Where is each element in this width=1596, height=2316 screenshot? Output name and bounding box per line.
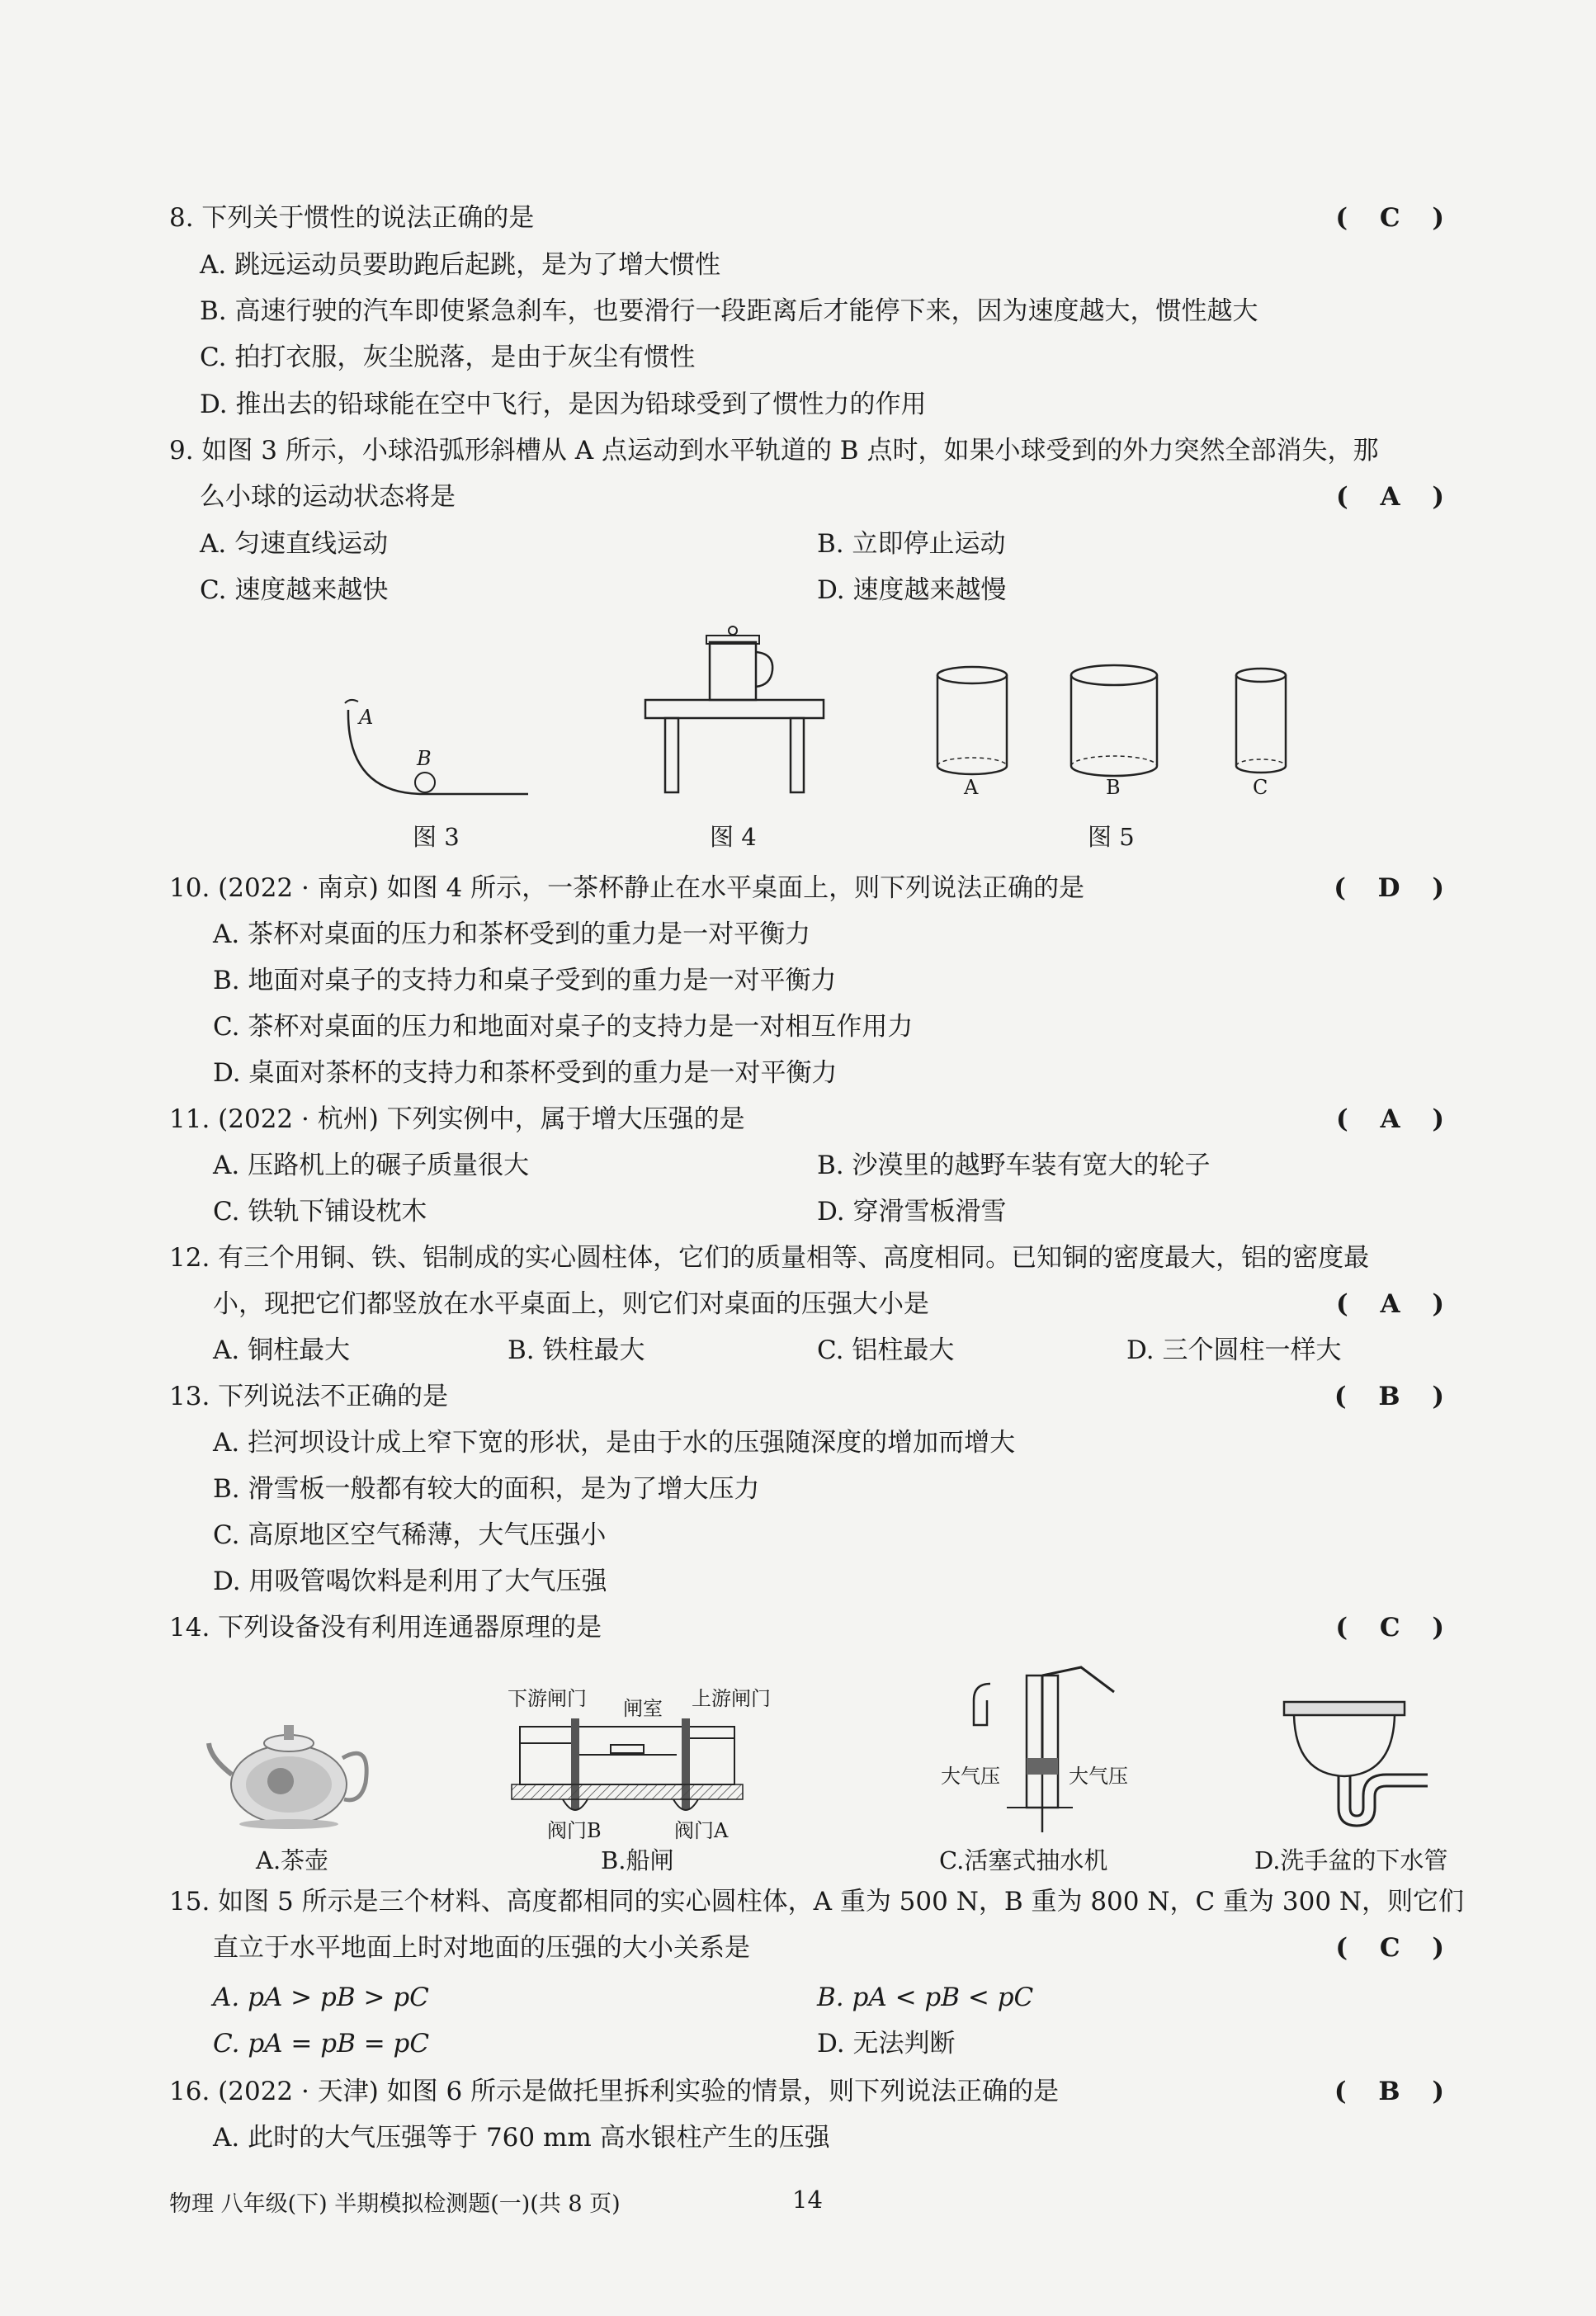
q10-answer: ( D ) xyxy=(1334,873,1456,903)
lock-label-room: 闸室 xyxy=(623,1697,663,1720)
q11-option-d: D. 穿滑雪板滑雪 xyxy=(817,1197,1007,1227)
q10-option-d: D. 桌面对茶杯的支持力和茶杯受到的重力是一对平衡力 xyxy=(213,1058,838,1088)
cylinder-b xyxy=(1071,665,1157,776)
q11-answer: ( A ) xyxy=(1336,1104,1456,1134)
q14-caption-b: B.船闸 xyxy=(601,1846,674,1874)
q9-option-a: A. 匀速直线运动 xyxy=(200,529,389,559)
q12-option-d: D. 三个圆柱一样大 xyxy=(1126,1335,1342,1365)
q14-stem: 14. 下列设备没有利用连通器原理的是 xyxy=(169,1613,602,1642)
q15-option-d: D. 无法判断 xyxy=(817,2029,956,2058)
q11-option-b: B. 沙漠里的越野车装有宽大的轮子 xyxy=(817,1151,1211,1180)
lock-label-upstream: 上游闸门 xyxy=(692,1687,771,1710)
q9-option-c: C. 速度越来越快 xyxy=(200,575,389,605)
cup-handle xyxy=(756,652,772,687)
table-leg-left xyxy=(665,718,678,792)
q8-stem: 8. 下列关于惯性的说法正确的是 xyxy=(169,203,535,233)
tea-infuser xyxy=(267,1768,294,1794)
teapot-spout xyxy=(209,1743,232,1775)
fig5-label-c: C xyxy=(1253,776,1268,799)
cup-knob xyxy=(729,626,737,635)
q13-stem: 13. 下列说法不正确的是 xyxy=(169,1382,449,1411)
q13-option-b: B. 滑雪板一般都有较大的面积，是为了增大压力 xyxy=(213,1474,760,1504)
table-top xyxy=(645,700,824,718)
figure-5-cylinders xyxy=(924,660,1304,784)
q12-stem-line2: 小，现把它们都竖放在水平桌面上，则它们对桌面的压强大小是 xyxy=(213,1289,929,1319)
q16-stem: 16. (2022 · 天津) 如图 6 所示是做托里拆利实验的情景，则下列说法正确的是 xyxy=(169,2077,1060,2106)
q13-option-c: C. 高原地区空气稀薄，大气压强小 xyxy=(213,1520,607,1550)
cylinder-a xyxy=(937,667,1007,774)
q9-answer: ( A ) xyxy=(1336,482,1456,512)
ramp-track xyxy=(348,710,528,794)
q8-answer: ( C ) xyxy=(1335,203,1456,233)
ball-a-arc xyxy=(345,700,358,703)
fig5-label-a: A xyxy=(964,776,979,799)
fig4-caption: 图 4 xyxy=(710,823,757,851)
pump-handle xyxy=(1042,1667,1114,1692)
q12-option-c: C. 铝柱最大 xyxy=(817,1335,955,1365)
fig5-label-b: B xyxy=(1106,776,1121,799)
cup-body xyxy=(710,642,756,700)
pump-label-left: 大气压 xyxy=(941,1765,1000,1788)
pump-piston xyxy=(1027,1758,1058,1775)
footer-text: 物理 八年级(下) 半期模拟检测题(一)(共 8 页) xyxy=(169,2191,621,2217)
q9-stem-line2: 么小球的运动状态将是 xyxy=(200,482,456,512)
q16-option-a: A. 此时的大气压强等于 760 mm 高水银柱产生的压强 xyxy=(213,2123,830,2153)
fig3-label-a: A xyxy=(359,706,374,729)
table-leg-right xyxy=(791,718,804,792)
q11-option-a: A. 压路机上的碾子质量很大 xyxy=(213,1151,530,1180)
q15-option-b: B. pA < pB < pC xyxy=(817,1983,1034,2012)
q10-option-a: A. 茶杯对桌面的压力和茶杯受到的重力是一对平衡力 xyxy=(213,919,811,949)
q14-caption-d: D.洗手盆的下水管 xyxy=(1254,1846,1448,1874)
q13-option-a: A. 拦河坝设计成上窄下宽的形状，是由于水的压强随深度的增加而增大 xyxy=(213,1428,1016,1458)
q12-stem-line1: 12. 有三个用铜、铁、铝制成的实心圆柱体，它们的质量相等、高度相同。已知铜的密度最大，铝的密度最 xyxy=(169,1243,1370,1273)
fig5-caption: 图 5 xyxy=(1088,823,1135,851)
q9-option-d: D. 速度越来越慢 xyxy=(817,575,1007,605)
lock-label-valve-b: 阀门B xyxy=(547,1819,602,1842)
fig3-label-b: B xyxy=(417,747,432,770)
q8-option-c: C. 拍打衣服，灰尘脱落，是由于灰尘有惯性 xyxy=(200,343,696,372)
q8-option-b: B. 高速行驶的汽车即使紧急刹车，也要滑行一段距离后才能停下来，因为速度越大，惯性越大 xyxy=(200,296,1258,326)
q11-option-c: C. 铁轨下铺设枕木 xyxy=(213,1197,427,1227)
q10-stem: 10. (2022 · 南京) 如图 4 所示，一茶杯静止在水平桌面上，则下列说法正确的是 xyxy=(169,873,1085,903)
teapot-image xyxy=(202,1692,375,1836)
q15-option-c: C. pA = pB = pC xyxy=(213,2029,430,2058)
sink-basin xyxy=(1294,1715,1395,1776)
q10-option-b: B. 地面对桌子的支持力和桌子受到的重力是一对平衡力 xyxy=(213,966,837,995)
lock-label-downstream: 下游闸门 xyxy=(508,1687,587,1710)
q12-answer: ( A ) xyxy=(1336,1289,1456,1319)
q12-option-b: B. 铁柱最大 xyxy=(508,1335,645,1365)
lock-label-valve-a: 阀门A xyxy=(674,1819,729,1842)
q11-stem: 11. (2022 · 杭州) 下列实例中，属于增大压强的是 xyxy=(169,1104,745,1134)
ball-b xyxy=(415,773,435,792)
q15-option-a: A. pA > pB > pC xyxy=(213,1983,429,2012)
fig3-caption: 图 3 xyxy=(413,823,460,851)
q15-stem-line2: 直立于水平地面上时对地面的压强的大小关系是 xyxy=(213,1933,750,1963)
ship xyxy=(611,1745,644,1753)
page-number: 14 xyxy=(792,2186,823,2214)
q16-answer: ( B ) xyxy=(1334,2077,1456,2106)
pump-outlet xyxy=(974,1684,990,1725)
sink-drain-diagram xyxy=(1271,1684,1452,1841)
sink-trap-pipe xyxy=(1339,1776,1428,1826)
q8-option-d: D. 推出去的铅球能在空中飞行，是因为铅球受到了惯性力的作用 xyxy=(200,390,927,419)
q15-answer: ( C ) xyxy=(1335,1933,1456,1963)
pump-label-right: 大气压 xyxy=(1069,1765,1128,1788)
q13-answer: ( B ) xyxy=(1334,1382,1456,1411)
q8-option-a: A. 跳远运动员要助跑后起跳，是为了增大惯性 xyxy=(200,250,721,280)
q14-caption-c: C.活塞式抽水机 xyxy=(939,1846,1108,1874)
q10-option-c: C. 茶杯对桌面的压力和地面对桌子的支持力是一对相互作用力 xyxy=(213,1012,914,1042)
q14-caption-a: A.茶壶 xyxy=(256,1846,329,1874)
cylinder-c xyxy=(1236,669,1286,773)
teapot-knob xyxy=(284,1725,294,1740)
q9-stem-line1: 9. 如图 3 所示，小球沿弧形斜槽从 A 点运动到水平轨道的 B 点时，如果小球受到的外力突然全部消失，那 xyxy=(169,436,1379,466)
piston-pump-diagram xyxy=(957,1659,1122,1841)
figure-4-table-cup xyxy=(635,619,833,801)
sink-rim xyxy=(1284,1702,1405,1715)
q15-stem-line1: 15. 如图 5 所示是三个材料、高度都相同的实心圆柱体，A 重为 500 N，B 重为 800 N，C 重为 300 N，则它们 xyxy=(169,1887,1465,1917)
q14-answer: ( C ) xyxy=(1335,1613,1456,1642)
q9-option-b: B. 立即停止运动 xyxy=(817,529,1006,559)
q12-option-a: A. 铜柱最大 xyxy=(213,1335,351,1365)
q13-option-d: D. 用吸管喝饮料是利用了大气压强 xyxy=(213,1567,607,1596)
